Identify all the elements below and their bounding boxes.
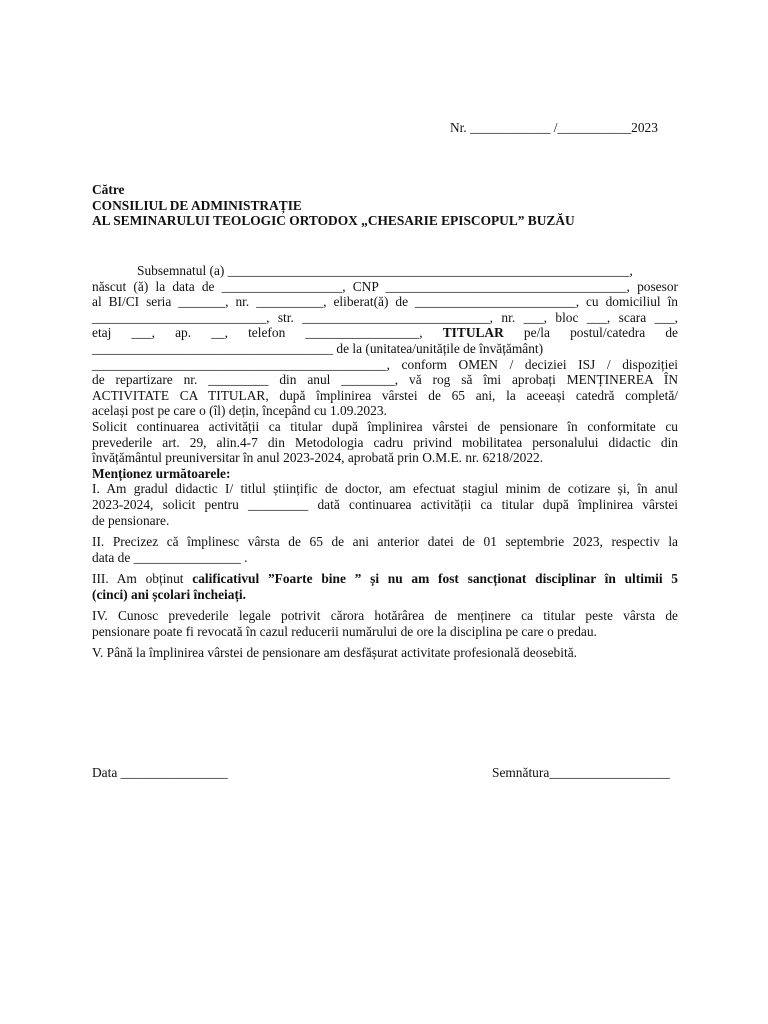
qualification-text: calificativul ”Foarte bine ” și nu am fost sancționat disciplinar în ultimii 5 bbox=[192, 571, 678, 587]
body-line: de repartizare nr. _________ din anul ________, vă rog să îmi aprobați MENȚINEREA ÎN bbox=[92, 372, 678, 388]
body-line: același post pe care o (îl) dețin, începând cu 1.09.2023. bbox=[92, 403, 387, 419]
point-v-line: V. Până la împlinirea vârstei de pensionare am desfășurat activitate profesională deosebită. bbox=[92, 644, 577, 660]
document-body bbox=[92, 263, 678, 660]
body-line: ACTIVITATE CA TITULAR, după împlinirea vârstei de 65 ani, la aceeași catedră completă/ bbox=[92, 387, 678, 403]
point-i-line: I. Am gradul didactic I/ titlul științific de doctor, am efectuat stagiul minim de cotizare și, în anul bbox=[92, 481, 678, 497]
body-line: învățământul preuniversitar în anul 2023-2024, aprobată prin O.M.E. nr. 6218/2022. bbox=[92, 450, 544, 466]
addressee-block bbox=[92, 182, 575, 229]
point-i-line: 2023-2024, solicit pentru _________ dată continuarea activității ca titular după împlinirea vârstei bbox=[92, 496, 678, 512]
body-line: __________________________, str. ____________________________, nr. ___, bloc ___, scara ___, bbox=[92, 309, 678, 325]
body-line bbox=[92, 325, 678, 341]
body-text: III. Am obținut bbox=[92, 571, 193, 587]
addressee-school: AL SEMINARULUI TEOLOGIC ORTODOX „CHESARIE EPISCOPUL” BUZĂU bbox=[92, 213, 575, 228]
addressee-council: CONSILIUL DE ADMINISTRAȚIE bbox=[92, 197, 302, 213]
date-field: Data ________________ bbox=[92, 765, 228, 780]
point-iii-line bbox=[92, 571, 678, 587]
point-iv-line: IV. Cunosc prevederile legale potrivit cărora hotărârea de menținere ca titular peste vârsta de bbox=[92, 608, 678, 624]
body-line: ____________________________________________, conform OMEN / deciziei ISJ / dispoziției bbox=[92, 356, 678, 372]
body-line: născut (ă) la data de __________________, CNP ____________________________________, posesor bbox=[92, 278, 678, 294]
point-iii-line: (cinci) ani școlari încheiați. bbox=[92, 586, 246, 602]
point-i-line: de pensionare. bbox=[92, 512, 170, 528]
point-ii-line: data de ________________ . bbox=[92, 549, 248, 565]
body-line: Solicit continuarea activității ca titular după împlinirea vârstei de pensionare în conformitate cu bbox=[92, 418, 678, 434]
body-line: al BI/CI seria _______, nr. __________, eliberat(ă) de ________________________, cu domiciliul în bbox=[92, 294, 678, 310]
addressee-to: Către bbox=[92, 182, 125, 197]
registration-number: Nr. ____________ /___________2023 bbox=[450, 120, 658, 135]
body-line: prevederile art. 29, alin.4-7 din Metodologia cadru privind mobilitatea personalului didactic din bbox=[92, 434, 678, 450]
point-iv-line: pensionare poate fi revocată în cazul reducerii numărului de ore la disciplina pe care o predau. bbox=[92, 624, 597, 640]
body-text: pe/la postul/catedra de bbox=[503, 325, 679, 341]
body-line: Subsemnatul (a) ____________________________________________________________, bbox=[137, 263, 633, 278]
mention-heading: Menționez următoarele: bbox=[92, 465, 231, 481]
titular-label: TITULAR bbox=[442, 325, 504, 341]
body-line: ____________________________________ de la (unitatea/unitățile de învățământ) bbox=[92, 340, 544, 356]
signature-field: Semnătura__________________ bbox=[492, 765, 670, 780]
point-ii-line: II. Precizez că împlinesc vârsta de 65 de ani anterior datei de 01 septembrie 2023, respectiv la bbox=[92, 534, 678, 550]
body-text: etaj ___, ap. __, telefon _________________, bbox=[92, 325, 443, 341]
